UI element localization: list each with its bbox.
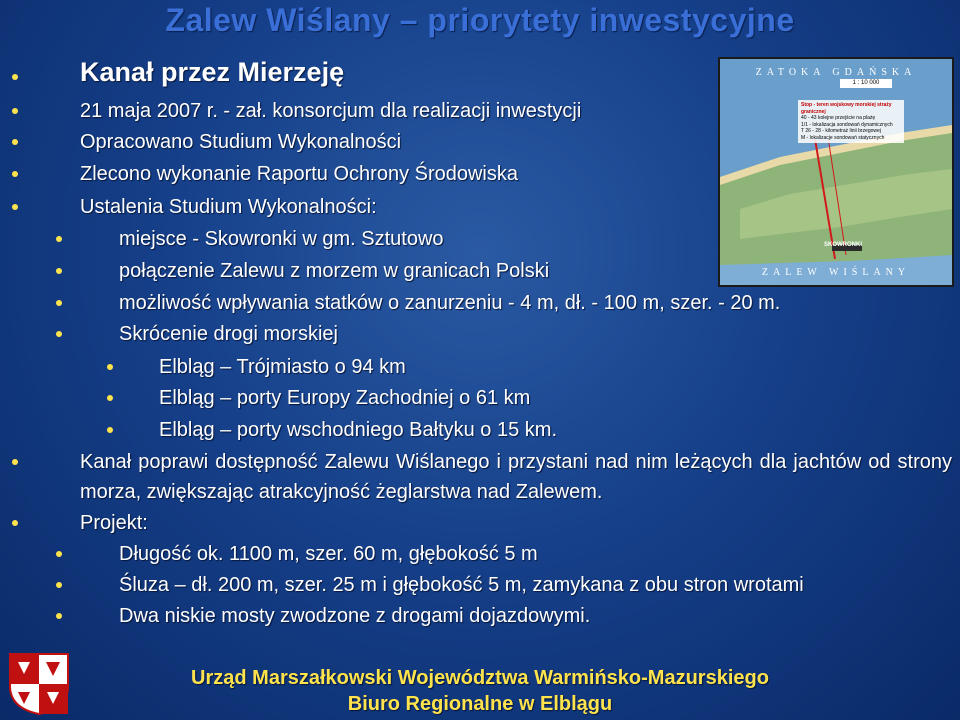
bullet-dot-icon [56,300,62,306]
list-subitem: Śluza – dł. 200 m, szer. 25 m i głębokość 5 m, zamykana z obu stron wrotami [119,573,804,597]
list-subsubitem: Elbląg – porty wschodniego Bałtyku o 15 km. [159,418,557,442]
bullet-dot-icon [12,108,18,114]
bullet-dot-icon [56,613,62,619]
bullet-dot-icon [107,427,113,433]
map-bottom-label: ZALEW WIŚLANY [761,267,911,278]
list-subitem: Dwa niskie mosty zwodzone z drogami dojazdowymi. [119,604,590,628]
map-legend [798,100,904,143]
map-drawing [720,59,952,285]
location-map [718,57,954,287]
list-subsubitem: Elbląg – Trójmiasto o 94 km [159,355,406,379]
list-subitem: połączenie Zalewu z morzem w granicach Polski [119,259,549,283]
list-item: Opracowano Studium Wykonalności [80,130,401,154]
footer-line-1: Urząd Marszałkowski Województwa Warmińsko-Mazurskiego [191,667,769,689]
list-subsubitem: Elbląg – porty Europy Zachodniej o 61 km [159,386,530,410]
list-item: Projekt: [80,511,148,535]
list-item: 21 maja 2007 r. - zał. konsorcjum dla realizacji inwestycji [80,99,581,123]
legend-item: 40 - 43 kolejne przejście na plażę [801,115,876,121]
list-item: Kanał poprawi dostępność Zalewu Wiślanego i przystani nad nim leżących dla jachtów od strony morza, zwiększając atrakcyjność żeglarstwa nad Zalewem. [80,447,952,507]
list-item: Ustalenia Studium Wykonalności: [80,195,377,219]
map-top-label: ZATOKA GDAŃSKA [755,67,917,78]
list-item: Zlecono wykonanie Raportu Ochrony Środowiska [80,162,518,186]
section-heading [80,57,345,87]
bullet-dot-icon [12,520,18,526]
map-scale: 1 : 10 000 [840,79,892,88]
footer-line-2: Biuro Regionalne w Elblągu [347,693,613,715]
bullet-dot-icon [12,139,18,145]
legend-item: M - lokalizacje sondowań statycznych [801,134,885,141]
bullet-dot-icon [56,582,62,588]
bullet-dot-icon [12,74,18,80]
bullet-dot-icon [107,395,113,401]
map-town-label: SKOWRONKI [824,242,862,248]
bullet-dot-icon [56,268,62,274]
legend-item: T 26 - 28 - kilometraż linii brzegowej [801,128,881,134]
bullet-dot-icon [56,236,62,242]
slide-title: Zalew Wiślany – priorytety inwestycyjne [165,2,795,38]
section-heading-text: Kanał przez Mierzeję [80,57,345,87]
bullet-dot-icon [107,364,113,370]
list-subitem: Skrócenie drogi morskiej [119,322,338,346]
legend-item: Stop - teren wojskowy morskiej straży granicznej [801,102,892,115]
legend-item: 1/1 - lokalizacja sondowań dynamicznych [801,121,893,128]
list-subitem: Długość ok. 1100 m, szer. 60 m, głębokość 5 m [119,542,538,566]
list-subitem: miejsce - Skowronki w gm. Sztutowo [119,227,444,251]
bullet-dot-icon [56,331,62,337]
bullet-dot-icon [12,459,18,465]
bullet-dot-icon [56,551,62,557]
bullet-dot-icon [12,204,18,210]
bullet-dot-icon [12,171,18,177]
list-subitem: możliwość wpływania statków o zanurzeniu - 4 m, dł. - 100 m, szer. - 20 m. [119,291,780,315]
